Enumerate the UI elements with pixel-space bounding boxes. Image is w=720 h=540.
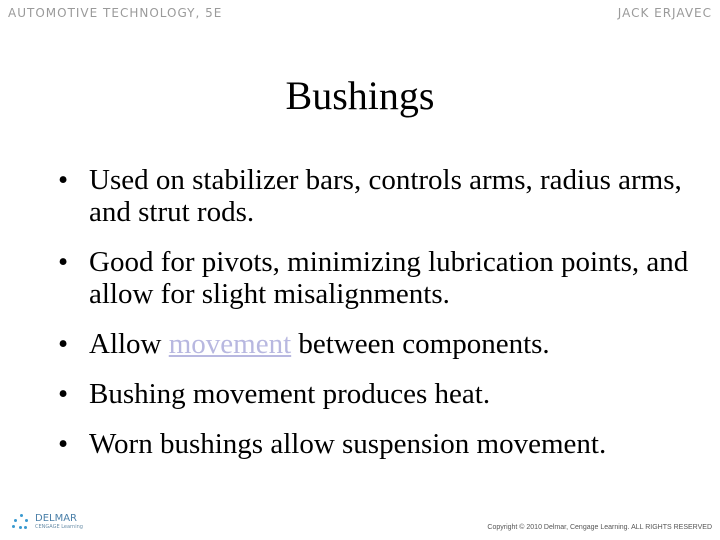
bullet-list — [58, 164, 708, 478]
logo-name: DELMAR — [35, 513, 78, 524]
bullet-item: • Worn bushings allow suspension movement. — [58, 428, 708, 460]
book-title: AUTOMOTIVE TECHNOLOGY, 5E — [8, 6, 223, 20]
bullet-item — [58, 328, 708, 360]
bullet-item: • Good for pivots, minimizing lubrication points, and allow for slight misalignments. — [58, 246, 708, 310]
copyright: Copyright © 2010 Delmar, Cengage Learning. ALL RIGHTS RESERVED — [487, 524, 712, 531]
author-name: JACK ERJAVEC — [617, 6, 712, 20]
bullet-item: • Used on stabilizer bars, controls arms, radius arms, and strut rods. — [58, 164, 708, 228]
bullet-item: • Bushing movement produces heat. — [58, 378, 708, 410]
movement-link[interactable]: movement — [168, 328, 292, 360]
bullet-text: Allow — [89, 328, 169, 360]
logo-subtitle: CENGAGE Learning — [35, 524, 83, 530]
slide-title: Bushings — [285, 73, 435, 118]
logo-dots-icon — [12, 514, 30, 530]
delmar-logo — [12, 514, 83, 530]
bullet-text: between components. — [291, 328, 550, 360]
